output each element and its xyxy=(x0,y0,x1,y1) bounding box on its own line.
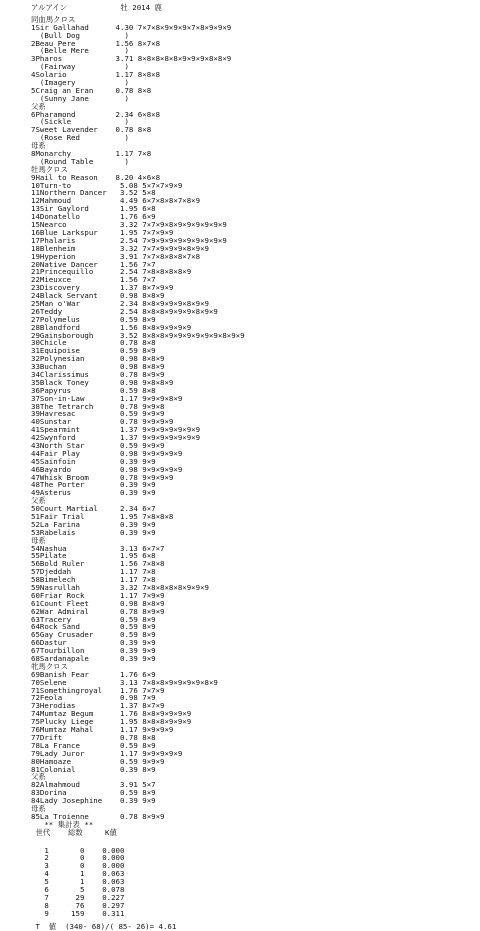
cross-entry: 22Mieuxce 1.56 7×7 xyxy=(31,275,156,285)
summary-row: 8 76 0.297 xyxy=(31,900,125,910)
cross-entry: 25Man o'War 2.34 8×8×9×9×9×8×9×9 xyxy=(31,298,209,308)
cross-entry: (Sickle ) xyxy=(31,117,129,127)
cross-entry: 38The Tetrarch 0.78 9×9×8 xyxy=(31,401,165,411)
cross-entry: (Imagery ) xyxy=(31,78,129,88)
cross-entry: 36Papyrus 0.59 8×8 xyxy=(31,385,156,395)
summary-row: 7 29 0.227 xyxy=(31,892,125,902)
cross-entry: 78La France 0.59 8×9 xyxy=(31,740,156,750)
cross-entry: 77Drift 0.78 8×8 xyxy=(31,732,156,742)
cross-entry: 66Dastur 0.39 9×9 xyxy=(31,638,156,648)
cross-entry: 15Nearco 3.32 7×7×9×8×9×9×9×9×9×9 xyxy=(31,220,227,230)
cross-entry: 57Djeddah 1.17 7×8 xyxy=(31,567,156,577)
cross-entry: 74Mumtaz Begum 1.76 8×8×9×9×9×9 xyxy=(31,709,192,719)
summary-row: 6 5 0.078 xyxy=(31,884,125,894)
cross-entry: 6Pharamond 2.34 6×8×8 xyxy=(31,109,161,119)
cross-entry: 76Mumtaz Mahal 1.17 9×9×9×9 xyxy=(31,725,174,735)
summary-row: 5 1 0.063 xyxy=(31,877,125,887)
summary-row: 2 0 0.000 xyxy=(31,853,125,863)
sex-year-color: 牡 2014 鹿 xyxy=(120,3,162,12)
cross-entry: 4Solario 1.17 8×8×8 xyxy=(31,70,161,80)
cross-entry: 54Nashua 3.13 6×7×7 xyxy=(31,543,165,553)
section-title: 母系 xyxy=(31,141,46,151)
cross-entry: 49Asterus 0.39 9×9 xyxy=(31,488,156,498)
cross-entry: 10Turn-to 5.08 5×7×7×9×9 xyxy=(31,180,183,190)
cross-entry: 46Bayardo 0.98 9×9×9×9×9 xyxy=(31,464,183,474)
cross-sections xyxy=(31,16,471,821)
cross-entry: 80Hamoaze 0.59 9×9×9 xyxy=(31,756,165,766)
cross-entry: 55Pilate 1.95 6×8 xyxy=(31,551,156,561)
cross-entry: 13Sir Gaylord 1.95 6×8 xyxy=(31,204,156,214)
cross-entry: 69Banish Fear 1.76 6×9 xyxy=(31,669,156,679)
cross-entry: 85La Troienne 0.78 8×9×9 xyxy=(31,811,165,821)
cross-entry: 43North Star 0.59 9×9×9 xyxy=(31,440,165,450)
section-title: 父系 xyxy=(31,496,46,506)
summary-row: 1 0 0.000 xyxy=(31,845,125,855)
cross-entry: 18Blenheim 3.32 7×7×9×9×9×8×9×9 xyxy=(31,243,209,253)
cross-entry: 24Black Servant 0.98 8×8×9 xyxy=(31,291,165,301)
cross-entry: 81Colonial 0.39 8×9 xyxy=(31,764,156,774)
cross-entry: 2Beau Pere 1.56 8×7×8 xyxy=(31,38,161,48)
pedigree-cross-report xyxy=(31,4,471,930)
cross-entry: 41Spearmint 1.37 9×9×9×9×9×9×9 xyxy=(31,425,201,435)
summary-row: 9 159 0.311 xyxy=(31,908,125,918)
cross-entry: 7Sweet Lavender 0.78 8×8 xyxy=(31,125,152,135)
cross-entry: 21Princequillo 2.54 7×8×8×8×8×9 xyxy=(31,267,192,277)
cross-section xyxy=(31,805,471,821)
cross-entry: 72Feola 0.98 7×9 xyxy=(31,693,156,703)
report-header xyxy=(31,4,471,12)
cross-entry: 48The Porter 0.39 9×9 xyxy=(31,480,156,490)
cross-entry: (Bull Dog ) xyxy=(31,30,129,40)
cross-entry: 51Fair Trial 1.95 7×8×8×8 xyxy=(31,512,174,521)
cross-section xyxy=(31,663,471,773)
cross-entry: 39Havresac 0.59 9×9×9 xyxy=(31,409,165,419)
cross-entry: 82Almahmoud 3.91 5×7 xyxy=(31,780,156,790)
cross-entry: 14Donatello 1.76 6×9 xyxy=(31,212,156,222)
cross-entry: 5Craig an Eran 0.78 8×8 xyxy=(31,85,152,95)
cross-entry: 47Whisk Broom 0.78 9×9×9×9 xyxy=(31,472,174,482)
section-title: 牡馬クロス xyxy=(31,164,68,174)
cross-entry: 19Hyperion 3.91 7×7×8×8×8×7×8 xyxy=(31,251,201,261)
section-title: 母系 xyxy=(31,803,46,813)
section-title: 同血馬クロス xyxy=(31,14,76,24)
cross-entry: 31Equipoise 0.59 8×9 xyxy=(31,346,156,356)
cross-entry: 68Sardanapale 0.39 9×9 xyxy=(31,654,156,664)
cross-entry: 37Son-in-Law 1.17 9×9×9×8×9 xyxy=(31,393,183,403)
cross-entry: 59Nasrullah 3.32 7×8×8×8×8×9×9×9 xyxy=(31,583,209,593)
summary-header: 世代 総数 K値 xyxy=(31,827,117,837)
cross-entry: 42Swynford 1.37 9×9×9×9×9×9×9 xyxy=(31,433,201,443)
cross-entry: 62War Admiral 0.78 8×9×9 xyxy=(31,606,165,616)
cross-section xyxy=(31,103,471,142)
cross-entry: 27Polymelus 0.59 8×9 xyxy=(31,314,156,324)
summary-row: 4 1 0.063 xyxy=(31,869,125,879)
cross-section xyxy=(31,537,471,663)
cross-entry: 20Native Dancer 1.56 7×7 xyxy=(31,259,156,269)
cross-entry: 28Blandford 1.56 8×8×9×9×9×9 xyxy=(31,322,192,332)
summary-table xyxy=(31,821,471,918)
cross-section xyxy=(31,16,471,103)
cross-entry: 71Somethingroyal 1.76 7×7×9 xyxy=(31,685,165,695)
cross-section xyxy=(31,497,471,536)
section-title: 牝馬クロス xyxy=(31,661,68,671)
cross-entry: 67Tourbillon 0.39 9×9 xyxy=(31,646,156,656)
t-value-line: T 値 (340- 68)/( 85- 26)= 4.61 xyxy=(31,921,177,931)
cross-entry: (Belle Mere ) xyxy=(31,46,129,56)
cross-section xyxy=(31,142,471,166)
cross-entry: 58Bimelech 1.17 7×8 xyxy=(31,575,156,585)
section-title: 父系 xyxy=(31,772,46,782)
cross-entry: 34Clarissimus 0.78 8×9×9 xyxy=(31,369,165,379)
cross-entry: 60Friar Rock 1.17 7×9×9 xyxy=(31,590,165,600)
cross-entry: 11Northern Dancer 3.52 5×8 xyxy=(31,188,156,198)
section-title: 父系 xyxy=(31,101,46,111)
cross-entry: (Sunny Jane ) xyxy=(31,93,129,103)
cross-section xyxy=(31,166,471,497)
cross-entry: 26Teddy 2.54 8×8×8×9×9×9×8×9×9 xyxy=(31,306,218,316)
cross-entry: 45Sainfoin 0.39 9×9 xyxy=(31,456,156,466)
cross-entry: 70Selene 3.13 7×8×8×9×9×9×9×8×9 xyxy=(31,677,218,687)
cross-entry: 17Phalaris 2.54 7×9×9×9×9×9×9×9×9×9 xyxy=(31,235,227,245)
cross-entry: (Fairway ) xyxy=(31,62,129,72)
cross-entry: 30Chicle 0.78 8×8 xyxy=(31,338,156,348)
cross-entry: 52La Farina 0.39 9×9 xyxy=(31,519,156,529)
cross-entry: 1Sir Gallahad 4.30 7×7×8×9×9×9×7×8×9×9×9 xyxy=(31,22,232,32)
cross-entry: (Rose Red ) xyxy=(31,133,129,143)
cross-entry: 53Rabelais 0.39 9×9 xyxy=(31,527,156,537)
cross-entry: 79Lady Juror 1.17 9×9×9×9×9 xyxy=(31,748,183,758)
cross-entry: 73Herodias 1.37 8×7×9 xyxy=(31,701,165,711)
cross-entry: 50Court Martial 2.34 6×7 xyxy=(31,504,156,514)
cross-entry: 8Monarchy 1.17 7×8 xyxy=(31,149,152,159)
section-title: 母系 xyxy=(31,535,46,545)
cross-entry: 61Count Fleet 0.98 8×8×9 xyxy=(31,598,165,608)
cross-entry: 65Gay Crusader 0.59 8×9 xyxy=(31,630,156,640)
cross-entry: (Round Table ) xyxy=(31,156,129,166)
summary-row: 3 0 0.000 xyxy=(31,861,125,871)
cross-entry: 16Blue Larkspur 1.95 7×7×9×9 xyxy=(31,227,174,237)
cross-entry: 75Plucky Liege 1.95 8×8×8×9×9×9 xyxy=(31,717,192,727)
cross-entry: 83Dorina 0.59 8×9 xyxy=(31,788,156,798)
cross-entry: 23Discovery 1.37 8×7×9×9 xyxy=(31,283,174,293)
cross-entry: 63Tracery 0.59 8×9 xyxy=(31,614,156,624)
cross-entry: 44Fair Play 0.98 9×9×9×9×9 xyxy=(31,448,183,458)
cross-entry: 12Mahmoud 4.49 6×7×8×8×7×8×9 xyxy=(31,196,201,206)
cross-entry: 35Black Toney 0.98 9×8×8×9 xyxy=(31,377,174,387)
cross-entry: 33Buchan 0.98 8×8×9 xyxy=(31,362,165,372)
cross-entry: 64Rock Sand 0.59 8×9 xyxy=(31,622,156,632)
cross-entry: 40Sunstar 0.78 9×9×9×9 xyxy=(31,417,174,427)
cross-section xyxy=(31,773,471,805)
cross-entry: 9Hail to Reason 8.20 4×6×8 xyxy=(31,172,161,182)
cross-entry: 56Bold Ruler 1.56 7×8×8 xyxy=(31,559,165,569)
cross-entry: 32Polynesian 0.98 8×8×9 xyxy=(31,354,165,364)
cross-entry: 29Gainsborough 3.52 8×8×8×9×9×9×9×9×9×8×9×9 xyxy=(31,330,245,340)
summary-title: ** 集計表 ** xyxy=(31,819,94,829)
cross-entry: 84Lady Josephine 0.39 9×9 xyxy=(31,796,156,806)
cross-entry: 3Pharos 3.71 8×8×8×8×8×9×9×9×8×8×9 xyxy=(31,54,232,64)
horse-name: アルアイン xyxy=(31,3,67,12)
